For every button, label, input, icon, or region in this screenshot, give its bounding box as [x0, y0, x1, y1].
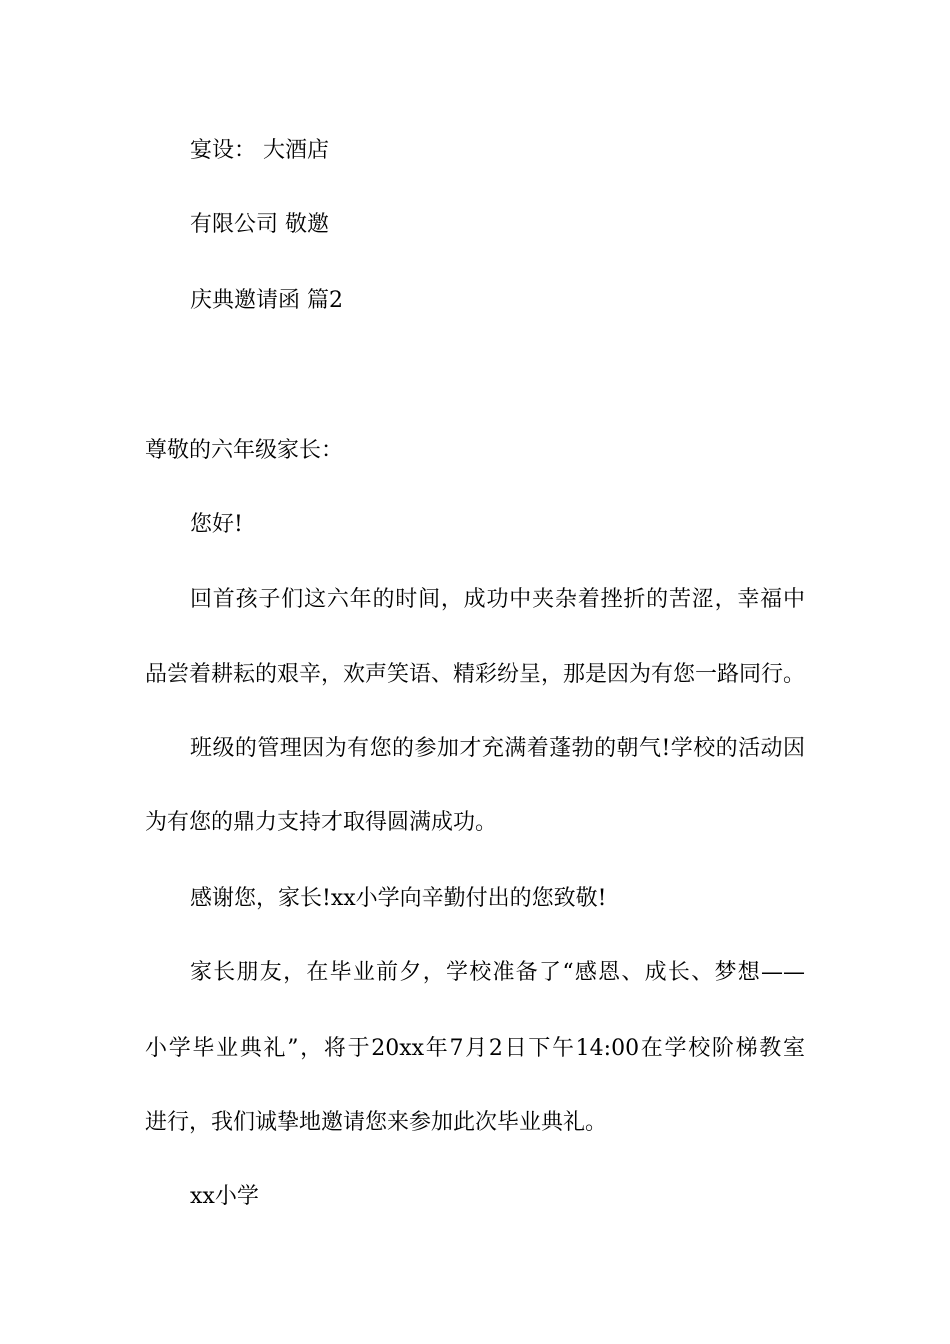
paragraph-4-line-2: 小学毕业典礼”，将于20xx年7月2日下午14:00在学校阶梯教室	[145, 1036, 805, 1061]
paragraph-4-line-1: 家长朋友，在毕业前夕，学校准备了“感恩、成长、梦想——	[190, 960, 805, 985]
banquet-venue-line: 宴设： 大酒店	[190, 138, 329, 163]
greeting: 您好!	[190, 512, 243, 537]
salutation: 尊敬的六年级家长：	[145, 438, 344, 463]
paragraph-2-line-2: 为有您的鼎力支持才取得圆满成功。	[145, 810, 498, 835]
paragraph-2-line-1: 班级的管理因为有您的参加才充满着蓬勃的朝气!学校的活动因	[190, 736, 805, 761]
signature-school: xx小学	[190, 1184, 259, 1209]
paragraph-3: 感谢您，家长!xx小学向辛勤付出的您致敬!	[190, 886, 607, 911]
paragraph-1-line-2: 品尝着耕耘的艰辛，欢声笑语、精彩纷呈，那是因为有您一路同行。	[145, 662, 806, 687]
paragraph-4-line-3: 进行，我们诚挚地邀请您来参加此次毕业典礼。	[145, 1110, 608, 1135]
paragraph-1-line-1: 回首孩子们这六年的时间，成功中夹杂着挫折的苦涩，幸福中	[190, 587, 805, 612]
company-invite-line: 有限公司 敬邀	[190, 212, 329, 237]
section-heading: 庆典邀请函 篇2	[190, 288, 343, 313]
